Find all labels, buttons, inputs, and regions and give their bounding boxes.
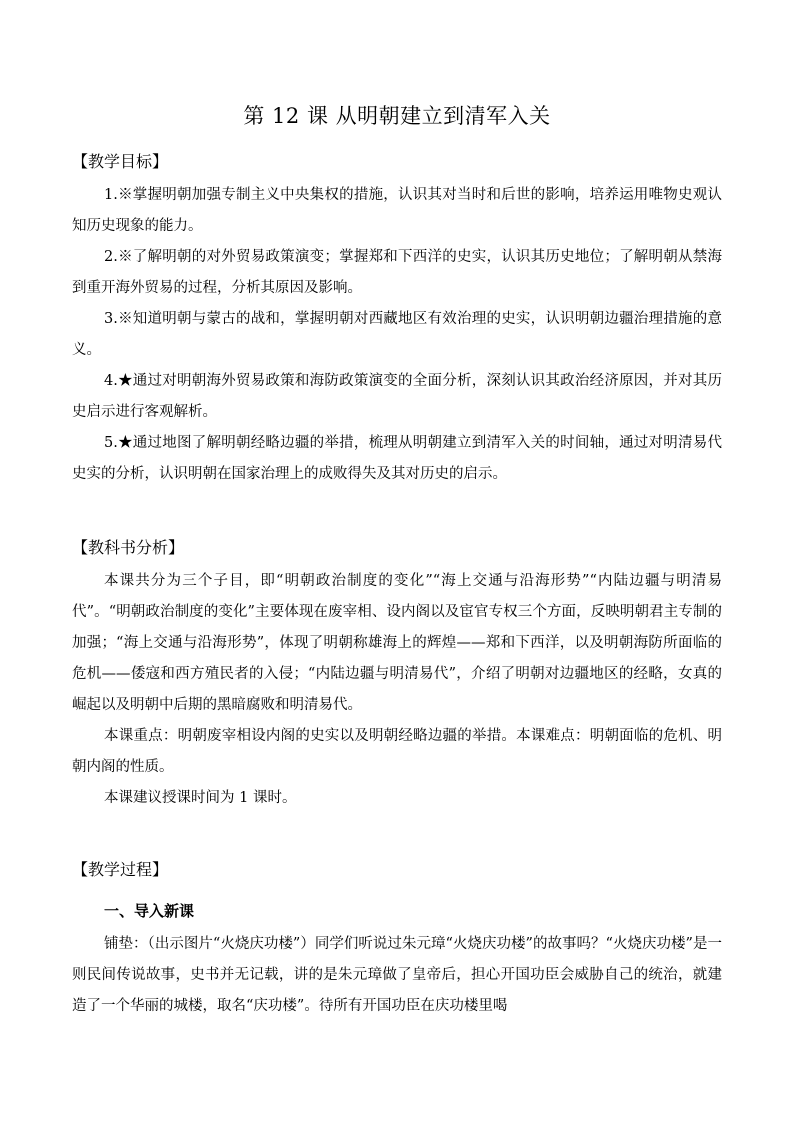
subheading-intro: 一、导入新课 xyxy=(104,902,195,920)
intro-paragraph: 铺垫：（出示图片“火烧庆功楼”）同学们听说过朱元璋“火烧庆功楼”的故事吗？“火烧庆功楼”是一则民间传说故事，史书并无记载，讲的是朱元璋做了皇帝后，担心开国功臣会威胁自己的统治，就建造了一个华丽的城楼，取名“庆功楼”。待所有开国功臣在庆功楼里喝 xyxy=(72,936,722,1014)
goal-item-2: 2.※了解明朝的对外贸易政策演变；掌握郑和下西洋的史实，认识其历史地位；了解明朝从禁海到重开海外贸易的过程，分析其原因及影响。 xyxy=(72,249,722,296)
goal-item-3: 3.※知道明朝与蒙古的战和，掌握明朝对西藏地区有效治理的史实，认识明朝边疆治理措施的意义。 xyxy=(72,311,722,358)
section-heading-process: 【教学过程】 xyxy=(72,860,169,879)
section-heading-goals: 【教学目标】 xyxy=(72,152,169,171)
goal-item-4: 4.★通过对明朝海外贸易政策和海防政策演变的全面分析，深刻认识其政治经济原因，并对其历史启示进行客观解析。 xyxy=(72,373,722,420)
analysis-paragraph-1: 本课共分为三个子目，即“明朝政治制度的变化”“海上交通与沿海形势”“内陆边疆与明清易代”。“明朝政治制度的变化”主要体现在废宰相、设内阁以及宦官专权三个方面，反映明朝君主专制的加强；“海上交通与沿海形势”，体现了明朝称雄海上的辉煌——郑和下西洋，以及明朝海防所面临的危机——倭寇和西方殖民者的入侵；“内陆边疆与明清易代”，介绍了明朝对边疆地区的经略，女真的崛起以及明朝中后期的黑暗腐败和明清易代。 xyxy=(72,573,722,713)
analysis-paragraph-3: 本课建议授课时间为 1 课时。 xyxy=(104,790,297,806)
analysis-paragraph-2: 本课重点：明朝废宰相设内阁的史实以及明朝经略边疆的举措。本课难点：明朝面临的危机、明朝内阁的性质。 xyxy=(72,728,722,775)
page-title: 第 12 课 从明朝建立到清军入关 xyxy=(243,104,551,128)
goal-item-5: 5.★通过地图了解明朝经略边疆的举措，梳理从明朝建立到清军入关的时间轴，通过对明清易代史实的分析，认识明朝在国家治理上的成败得失及其对历史的启示。 xyxy=(72,435,722,482)
section-heading-analysis: 【教科书分析】 xyxy=(72,538,185,557)
goal-item-1: 1.※掌握明朝加强专制主义中央集权的措施，认识其对当时和后世的影响，培养运用唯物史观认知历史现象的能力。 xyxy=(72,187,722,234)
